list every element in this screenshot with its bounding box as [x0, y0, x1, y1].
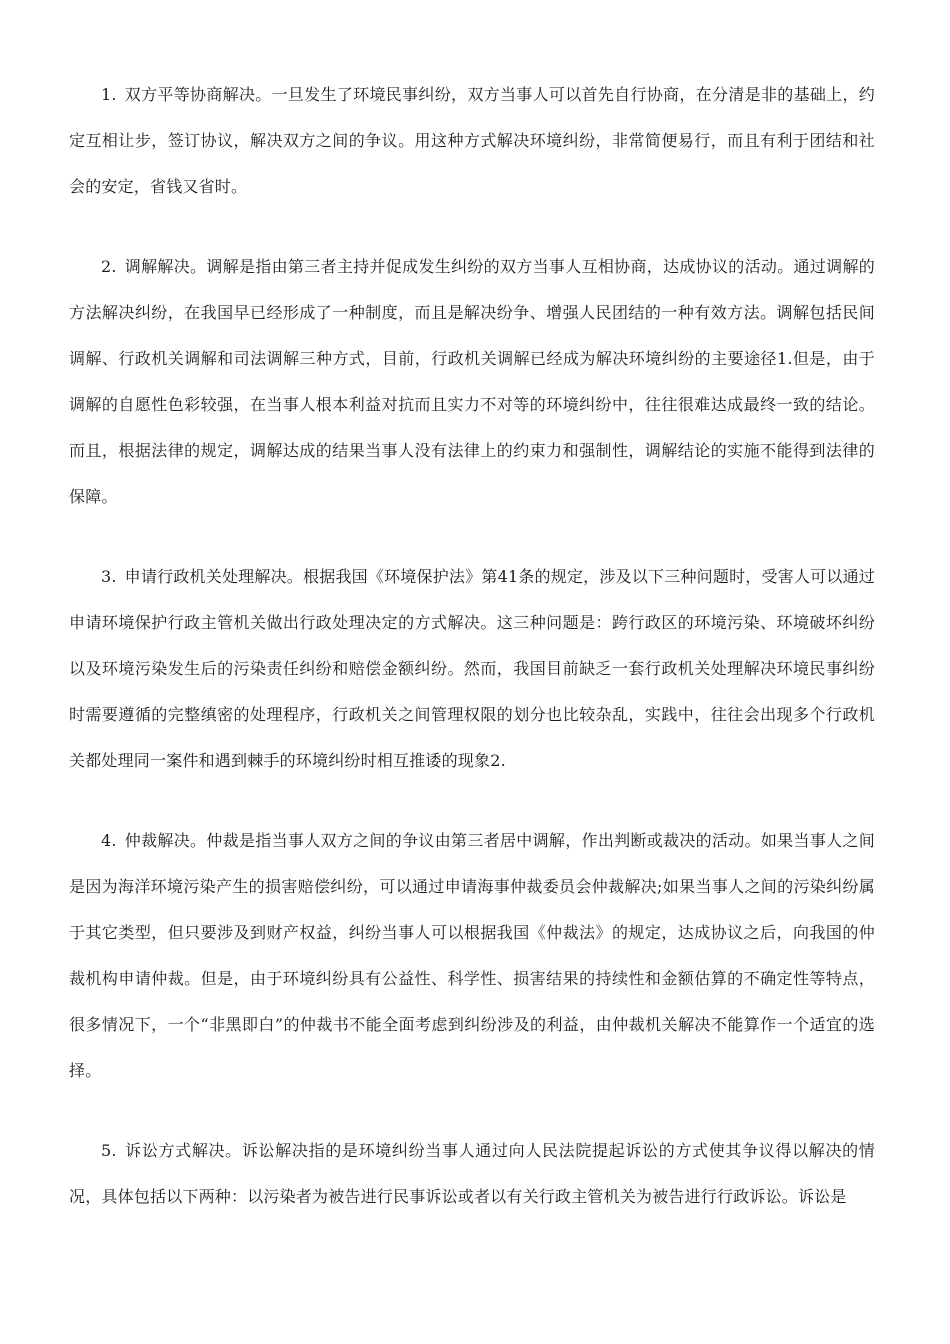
paragraph-text: 申请行政机关处理解决。根据我国《环境保护法》第41条的规定，涉及以下三种问题时，受害人可以通过申请环境保护行政主管机关做出行政处理决定的方式解决。这三种问题是：跨行政区的环境污染、环境破坏纠纷以及环境污染发生后的污染责任纠纷和赔偿金额纠纷。然而，我国目前缺乏一套行政机关处理解决环境民事纠纷时需要遵循的完整缜密的处理程序，行政机关之间管理权限的划分也比较杂乱，实践中，往往会出现多个行政机关都处理同一案件和遇到棘手的环境纠纷时相互推诿的现象2. [69, 567, 875, 770]
paragraph-number: 3. [101, 567, 117, 586]
paragraph-number: 5. [101, 1141, 117, 1160]
paragraph-text: 双方平等协商解决。一旦发生了环境民事纠纷，双方当事人可以首先自行协商，在分清是非的基础上，约定互相让步，签订协议，解决双方之间的争议。用这种方式解决环境纠纷，非常简便易行，而且有利于团结和社会的安定，省钱又省时。 [69, 85, 875, 196]
paragraph-5 [69, 1128, 875, 1220]
paragraph-text: 仲裁解决。仲裁是指当事人双方之间的争议由第三者居中调解，作出判断或裁决的活动。如果当事人之间是因为海洋环境污染产生的损害赔偿纠纷，可以通过申请海事仲裁委员会仲裁解决;如果当事人之间的污染纠纷属于其它类型，但只要涉及到财产权益，纠纷当事人可以根据我国《仲裁法》的规定，达成协议之后，向我国的仲裁机构申请仲裁。但是，由于环境纠纷具有公益性、科学性、损害结果的持续性和金额估算的不确定性等特点，很多情况下，一个“非黑即白”的仲裁书不能全面考虑到纠纷涉及的利益，由仲裁机关解决不能算作一个适宜的选择。 [69, 831, 875, 1080]
paragraph-1 [69, 72, 875, 210]
document-body [69, 72, 875, 1254]
paragraph-3 [69, 554, 875, 784]
paragraph-2 [69, 244, 875, 520]
paragraph-number: 4. [101, 831, 117, 850]
paragraph-text: 调解解决。调解是指由第三者主持并促成发生纠纷的双方当事人互相协商，达成协议的活动。通过调解的方法解决纠纷，在我国早已经形成了一种制度，而且是解决纷争、增强人民团结的一种有效方法。调解包括民间调解、行政机关调解和司法调解三种方式，目前，行政机关调解已经成为解决环境纠纷的主要途径1.但是，由于调解的自愿性色彩较强，在当事人根本利益对抗而且实力不对等的环境纠纷中，往往很难达成最终一致的结论。而且，根据法律的规定，调解达成的结果当事人没有法律上的约束力和强制性，调解结论的实施不能得到法律的保障。 [69, 257, 875, 506]
paragraph-number: 2. [101, 257, 117, 276]
paragraph-text: 诉讼方式解决。诉讼解决指的是环境纠纷当事人通过向人民法院提起诉讼的方式使其争议得以解决的情况，具体包括以下两种：以污染者为被告进行民事诉讼或者以有关行政主管机关为被告进行行政诉讼。诉讼是 [69, 1141, 875, 1206]
paragraph-4 [69, 818, 875, 1094]
paragraph-number: 1. [101, 85, 117, 104]
